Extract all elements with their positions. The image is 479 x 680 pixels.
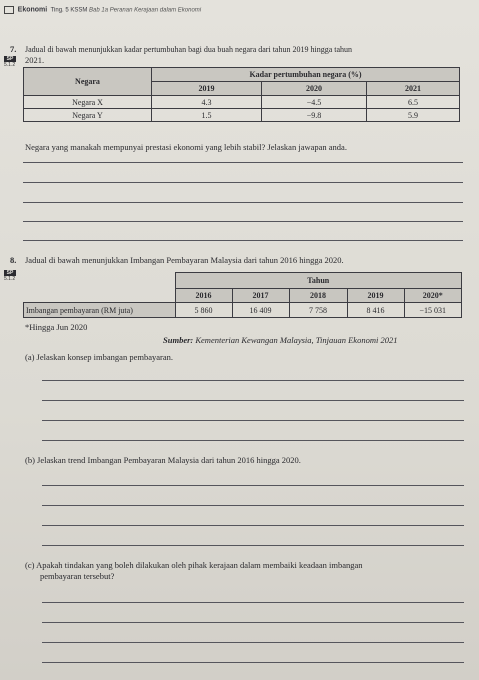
growth-rate-table: [23, 67, 460, 122]
answer-line[interactable]: [42, 400, 464, 401]
q8-sp-label: [4, 270, 16, 282]
country-cell: Negara Y: [24, 109, 152, 122]
q8-part-c-line1: (c) Apakah tindakan yang boleh dilakukan oleh pihak kerajaan dalam membaiki keadaan imbangan: [25, 560, 363, 570]
answer-line[interactable]: [42, 662, 464, 663]
header-chapter: Bab 1a Peranan Kerajaan dalam Ekonomi: [89, 7, 202, 14]
table-row: [24, 303, 462, 318]
answer-line[interactable]: [23, 221, 463, 222]
value-cell: 16 409: [232, 303, 289, 318]
value-cell: 5.9: [367, 109, 460, 122]
answer-line[interactable]: [42, 642, 464, 643]
q7-question: Negara yang manakah mempunyai prestasi ekonomi yang lebih stabil? Jelaskan jawapan anda.: [25, 142, 347, 152]
answer-line[interactable]: [42, 380, 464, 381]
col-header-year: 2016: [175, 289, 232, 303]
q7-text-line1: Jadual di bawah menunjukkan kadar pertumbuhan bagi dua buah negara dari tahun 2019 hingga tahun: [25, 45, 353, 54]
balance-of-payments-table: [23, 272, 462, 318]
value-cell: 7 758: [289, 303, 347, 318]
col-header-growth: Kadar pertumbuhan negara (%): [152, 68, 460, 82]
col-header-year: 2017: [232, 289, 289, 303]
q8-number: 8.: [10, 255, 17, 265]
header-book: Ting. 5 KSSM: [50, 7, 88, 14]
q8-part-b: (b) Jelaskan trend Imbangan Pembayaran Malaysia dari tahun 2016 hingga 2020.: [25, 455, 301, 465]
answer-line[interactable]: [23, 182, 463, 183]
col-header-year: 2020*: [404, 289, 462, 303]
answer-line[interactable]: [42, 440, 464, 441]
value-cell: 4.3: [152, 96, 262, 109]
source-text: Kementerian Kewangan Malaysia, Tinjauan Ekonomi 2021: [195, 335, 398, 345]
book-logo-icon: [4, 6, 14, 14]
col-header-year: 2019: [152, 82, 262, 96]
value-cell: 8 416: [347, 303, 404, 318]
col-header-year: 2020: [262, 82, 367, 96]
q7-number: 7.: [10, 44, 17, 54]
answer-line[interactable]: [23, 162, 463, 163]
q7-sp-badge: SP: [4, 56, 16, 62]
q8-sp-code: 5.1.2: [4, 276, 16, 282]
answer-line[interactable]: [23, 202, 463, 203]
col-header-year: 2019: [347, 289, 404, 303]
value-cell: −15 031: [404, 303, 462, 318]
col-header-year: 2018: [289, 289, 347, 303]
q8-source: [163, 335, 397, 346]
q8-sp-badge: SP: [4, 270, 16, 276]
answer-line[interactable]: [42, 545, 464, 546]
answer-line[interactable]: [42, 602, 464, 603]
row-label: Imbangan pembayaran (RM juta): [24, 303, 176, 318]
answer-line[interactable]: [42, 505, 464, 506]
source-label: Sumber:: [163, 335, 194, 345]
value-cell: −4.5: [262, 96, 367, 109]
q8-footnote: *Hingga Jun 2020: [25, 322, 88, 332]
table-row: [24, 109, 460, 122]
value-cell: 6.5: [367, 96, 460, 109]
answer-line[interactable]: [42, 525, 464, 526]
answer-line[interactable]: [42, 622, 464, 623]
value-cell: −9.8: [262, 109, 367, 122]
q7-sp-code: 5.1.2: [4, 62, 16, 68]
answer-line[interactable]: [23, 240, 463, 241]
table-row: [24, 96, 460, 109]
q7-text-line2: 2021.: [25, 55, 45, 65]
q8-part-c-line2: pembayaran tersebut?: [40, 571, 115, 581]
page-header: [4, 6, 201, 14]
country-cell: Negara X: [24, 96, 152, 109]
value-cell: 1.5: [152, 109, 262, 122]
header-subject: Ekonomi: [17, 6, 48, 14]
col-header-year-group: Tahun: [175, 273, 462, 289]
table-blank-corner: [24, 273, 176, 303]
col-header-year: 2021: [367, 82, 460, 96]
q8-part-a: (a) Jelaskan konsep imbangan pembayaran.: [25, 352, 173, 362]
col-header-country: Negara: [24, 68, 152, 96]
value-cell: 5 860: [175, 303, 232, 318]
answer-line[interactable]: [42, 420, 464, 421]
answer-line[interactable]: [42, 485, 464, 486]
q8-text: Jadual di bawah menunjukkan Imbangan Pembayaran Malaysia dari tahun 2016 hingga 2020.: [25, 255, 344, 265]
q7-sp-label: [4, 56, 16, 68]
